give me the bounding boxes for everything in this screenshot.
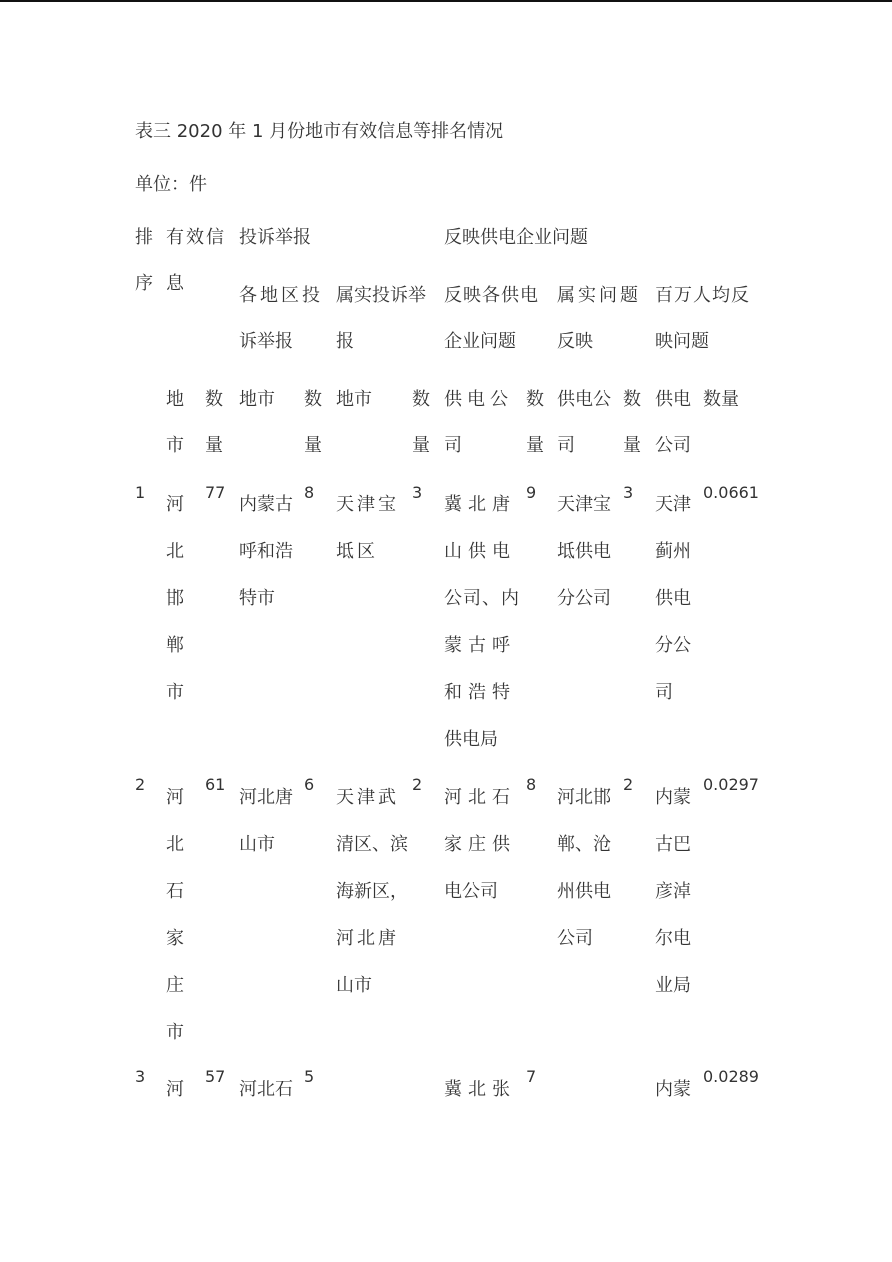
row2-verified-issue-count: 2 xyxy=(623,775,634,794)
header-qty-4a: 数 xyxy=(526,389,544,410)
row1-verified-issue-line: 天津宝 xyxy=(557,494,611,515)
row1-rank: 1 xyxy=(135,483,146,502)
row1-verified-city xyxy=(336,495,399,589)
row1-city-line: 河 xyxy=(166,494,184,515)
row1-issue-company xyxy=(444,495,520,777)
row2-complaint-count: 6 xyxy=(304,775,315,794)
row2-issue-company-line: 河北石 xyxy=(444,787,516,808)
row1-valid-count: 77 xyxy=(205,483,226,502)
row3-issue-company xyxy=(444,1080,516,1127)
header-company-3b: 公司 xyxy=(655,435,691,456)
header-qty-1b: 量 xyxy=(205,435,223,456)
row3-issue-count: 7 xyxy=(526,1067,537,1086)
header-qty-2b: 量 xyxy=(304,435,322,456)
row3-valid-count: 57 xyxy=(205,1067,226,1086)
row1-city-line: 市 xyxy=(166,682,184,703)
row2-issue-company xyxy=(444,788,516,929)
row3-per-million-line: 内蒙 xyxy=(655,1079,691,1100)
row2-city xyxy=(166,788,184,1070)
row2-rank: 2 xyxy=(135,775,146,794)
row2-city-line: 河 xyxy=(166,787,184,808)
row2-verified-city xyxy=(336,788,408,1023)
row1-issue-company-line: 公司、内 xyxy=(444,588,520,609)
header-qty-2a: 数 xyxy=(304,389,322,410)
row1-issue-company-line: 冀北唐 xyxy=(444,494,516,515)
header-company-1b: 司 xyxy=(444,435,462,456)
header-rank-1: 排 xyxy=(135,227,153,248)
row2-valid-count: 61 xyxy=(205,775,226,794)
row2-city-line: 市 xyxy=(166,1022,184,1043)
row1-verified-issue-count: 3 xyxy=(623,483,634,502)
row1-city-line: 邯 xyxy=(166,588,184,609)
row2-verified-issue-line: 河北邯 xyxy=(557,787,611,808)
header-company-2a: 供电公 xyxy=(557,389,611,410)
row2-per-million-line: 内蒙 xyxy=(655,787,691,808)
header-qty-3b: 量 xyxy=(412,435,430,456)
row2-verified-city-line: 山市 xyxy=(336,975,372,996)
header-city-complaint: 地市 xyxy=(239,389,275,410)
row2-verified-city-line: 海新区， xyxy=(336,881,408,902)
row1-complaint-city-line: 内蒙古 xyxy=(239,494,293,515)
header-city-1: 地 xyxy=(166,389,184,410)
row3-issue-company-line: 冀北张 xyxy=(444,1079,516,1100)
row1-per-million-line: 蓟州 xyxy=(655,541,691,562)
row2-city-line: 北 xyxy=(166,834,184,855)
header-valid-info-2: 息 xyxy=(166,273,184,294)
row1-per-million-line: 司 xyxy=(655,682,673,703)
row1-city-line: 郸 xyxy=(166,635,184,656)
row1-per-million-line: 分公 xyxy=(655,635,691,656)
row2-verified-city-line: 清区、滨 xyxy=(336,834,408,855)
page-top-border xyxy=(0,0,892,2)
row1-per-million-value: 0.0661 xyxy=(703,483,759,502)
header-complaint: 投诉举报 xyxy=(239,227,311,248)
row2-verified-issue-line: 郸、沧 xyxy=(557,834,611,855)
row1-verified-city-line: 天津宝 xyxy=(336,494,399,515)
row1-verified-issue-line: 分公司 xyxy=(557,588,611,609)
row2-city-line: 石 xyxy=(166,881,184,902)
row1-per-million-line: 天津 xyxy=(655,494,691,515)
row2-per-million-value: 0.0297 xyxy=(703,775,759,794)
header-region-complaint-1: 各地区投 xyxy=(239,285,323,306)
row1-city xyxy=(166,495,184,730)
row1-per-million-line: 供电 xyxy=(655,588,691,609)
row1-issue-company-line: 山供电 xyxy=(444,541,516,562)
header-qty-3a: 数 xyxy=(412,389,430,410)
row2-complaint-city xyxy=(239,788,293,882)
header-valid-info-1: 有效信 xyxy=(166,227,226,248)
header-company-3a: 供电 xyxy=(655,389,691,410)
row1-verified-count: 3 xyxy=(412,483,423,502)
header-qty-6: 数量 xyxy=(703,389,739,410)
row2-per-million-line: 尔电 xyxy=(655,928,691,949)
header-per-million-1: 百万人均反 xyxy=(655,285,750,306)
header-power-issue-2: 企业问题 xyxy=(444,331,516,352)
header-verified-complaint-1: 属实投诉举 xyxy=(336,285,426,306)
row1-verified-city-line: 坻区 xyxy=(336,541,378,562)
row2-city-line: 庄 xyxy=(166,975,184,996)
row2-verified-issue-line: 公司 xyxy=(557,928,593,949)
header-power-issue: 反映供电企业问题 xyxy=(444,227,588,248)
row3-complaint-city xyxy=(239,1080,293,1127)
row2-city-line: 家 xyxy=(166,928,184,949)
table-title: 表三 2020 年 1 月份地市有效信息等排名情况 xyxy=(135,121,504,142)
header-company-1a: 供电公 xyxy=(444,389,513,410)
row2-complaint-city-line: 山市 xyxy=(239,834,275,855)
row2-per-million-line: 古巴 xyxy=(655,834,691,855)
header-power-issue-1: 反映各供电 xyxy=(444,285,539,306)
row3-per-million-company xyxy=(655,1080,691,1127)
header-verified-issue-2: 反映 xyxy=(557,331,593,352)
row3-complaint-city-line: 河北石 xyxy=(239,1079,293,1100)
row2-verified-city-line: 河北唐 xyxy=(336,928,399,949)
row2-per-million-company xyxy=(655,788,691,1023)
row1-complaint-count: 8 xyxy=(304,483,315,502)
row2-verified-issue-company xyxy=(557,788,611,976)
header-region-complaint-2: 诉举报 xyxy=(239,331,293,352)
row2-per-million-line: 业局 xyxy=(655,975,691,996)
header-qty-1a: 数 xyxy=(205,389,223,410)
row2-verified-city-line: 天津武 xyxy=(336,787,399,808)
row3-complaint-count: 5 xyxy=(304,1067,315,1086)
header-city-verified: 地市 xyxy=(336,389,372,410)
header-per-million-2: 映问题 xyxy=(655,331,709,352)
row3-city-line: 河 xyxy=(166,1079,184,1100)
header-qty-4b: 量 xyxy=(526,435,544,456)
header-qty-5a: 数 xyxy=(623,389,641,410)
row1-issue-company-line: 蒙古呼 xyxy=(444,635,516,656)
row1-verified-issue-company xyxy=(557,495,611,636)
row1-per-million-company xyxy=(655,495,691,730)
header-rank-2: 序 xyxy=(135,273,153,294)
row1-complaint-city xyxy=(239,495,293,636)
row2-per-million-line: 彦淖 xyxy=(655,881,691,902)
row2-verified-issue-line: 州供电 xyxy=(557,881,611,902)
row1-verified-issue-line: 坻供电 xyxy=(557,541,611,562)
header-company-2b: 司 xyxy=(557,435,575,456)
row3-rank: 3 xyxy=(135,1067,146,1086)
row1-complaint-city-line: 呼和浩 xyxy=(239,541,293,562)
row2-issue-company-line: 家庄供 xyxy=(444,834,516,855)
row1-complaint-city-line: 特市 xyxy=(239,588,275,609)
row1-issue-company-line: 和浩特 xyxy=(444,682,516,703)
row2-complaint-city-line: 河北唐 xyxy=(239,787,293,808)
row1-issue-company-line: 供电局 xyxy=(444,729,498,750)
header-verified-issue-1: 属实问题 xyxy=(557,285,641,306)
row3-per-million-value: 0.0289 xyxy=(703,1067,759,1086)
row2-verified-count: 2 xyxy=(412,775,423,794)
header-city-2: 市 xyxy=(166,435,184,456)
row2-issue-count: 8 xyxy=(526,775,537,794)
row2-issue-company-line: 电公司 xyxy=(444,881,498,902)
row1-city-line: 北 xyxy=(166,541,184,562)
row1-issue-count: 9 xyxy=(526,483,537,502)
header-verified-complaint-2: 报 xyxy=(336,331,354,352)
row3-city xyxy=(166,1080,184,1127)
unit-label: 单位：件 xyxy=(135,174,207,195)
header-qty-5b: 量 xyxy=(623,435,641,456)
